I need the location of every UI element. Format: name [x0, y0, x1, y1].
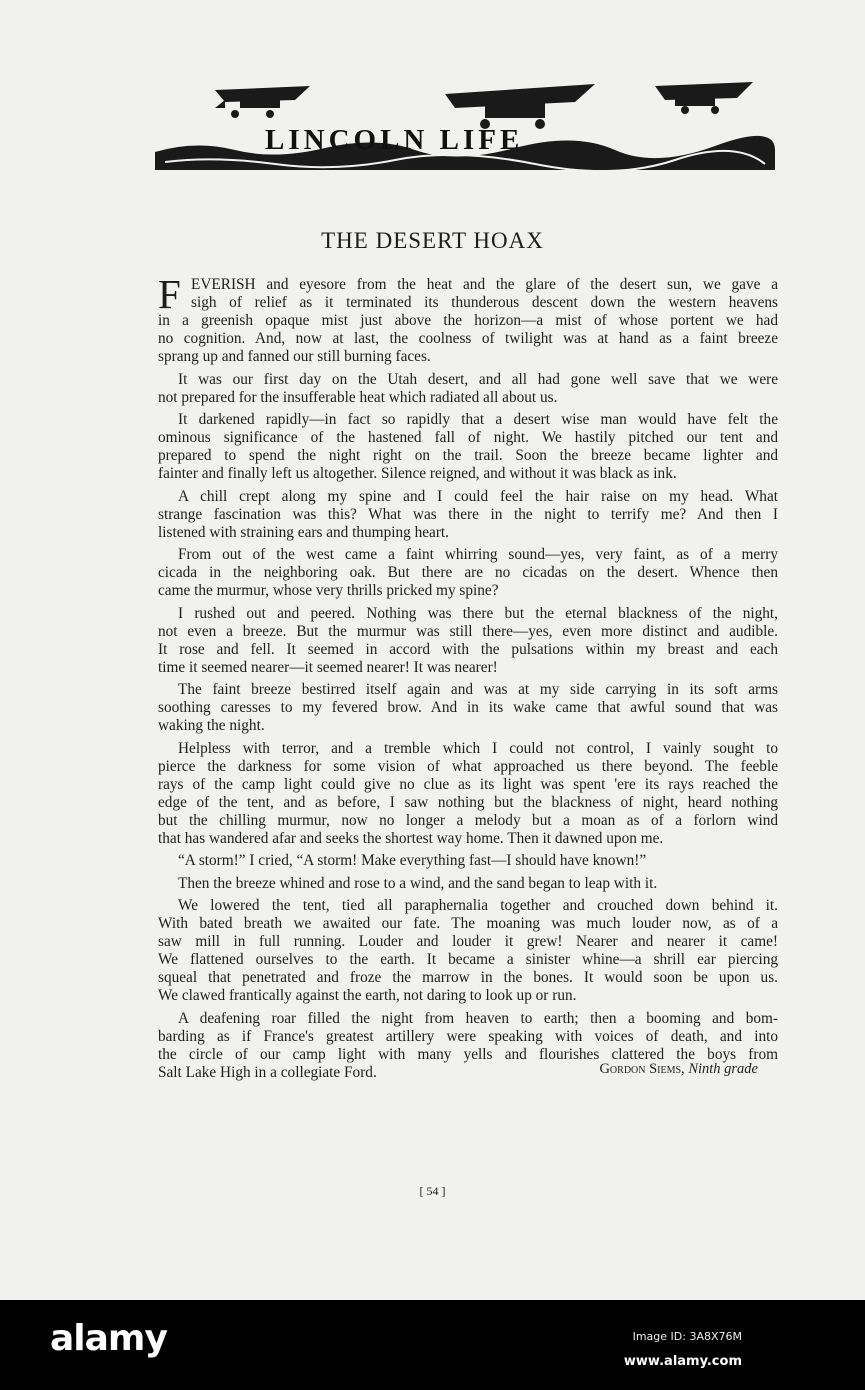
text-line: no cognition. And, now at last, the coolness of twilight was at hand as a faint breeze — [158, 330, 778, 347]
author-name: Gordon Siems, — [599, 1061, 685, 1077]
paragraph — [158, 681, 778, 735]
watermark-footer — [0, 1300, 865, 1390]
text-line: It darkened rapidly—in fact so rapidly that a desert wise man would have felt the — [178, 411, 778, 428]
byline — [599, 1061, 758, 1078]
text-line: The faint breeze bestirred itself again and was at my side carrying in its soft arms — [178, 681, 778, 698]
text-line: not prepared for the insufferable heat which radiated all about us. — [158, 388, 558, 406]
paragraph — [158, 852, 778, 870]
paragraph — [158, 897, 778, 1005]
text-line: listened with straining ears and thumping heart. — [158, 523, 449, 541]
text-line: From out of the west came a faint whirring sound—yes, very faint, as of a merry — [178, 546, 778, 563]
text-line: A chill crept along my spine and I could feel the hair raise on my head. What — [178, 487, 778, 505]
banner-title: LINCOLN LIFE — [265, 124, 524, 156]
text-line: barding as if France's greatest artillery were speaking with voices of death, and into — [158, 1027, 778, 1045]
text-line: fainter and finally left us altogether. Silence reigned, and without it was black as ink. — [158, 465, 677, 482]
image-id: Image ID: 3A8X76M — [632, 1330, 742, 1343]
paragraph — [158, 488, 778, 542]
text-line: sigh of relief as it terminated its thunderous descent down the western heavens — [191, 294, 778, 311]
text-line: I rushed out and peered. Nothing was there but the eternal blackness of the night, — [178, 604, 778, 622]
text-line: saw mill in full running. Louder and louder it grew! Nearer and nearer it came! — [158, 933, 778, 950]
airplane-icon — [445, 84, 595, 129]
page-number: [ 54 ] — [419, 1184, 446, 1198]
text-line: With bated breath we awaited our fate. The moaning was much louder now, as of a — [158, 915, 778, 932]
text-line: It rose and fell. It seemed in accord with the pulsations within my breast and each — [158, 640, 778, 658]
text-line: Salt Lake High in a collegiate Ford. — [158, 1063, 377, 1081]
text-line: time it seemed nearer—it seemed nearer! It was nearer! — [158, 658, 498, 676]
paragraph — [158, 740, 778, 848]
text-line: We lowered the tent, tied all paraphernalia together and crouched down behind it. — [178, 897, 778, 914]
paragraph — [158, 411, 778, 483]
text-line: the circle of our camp light with many yells and flourishes clattered the boys from — [158, 1045, 778, 1063]
text-line: but the chilling murmur, now no longer a melody but a moan as of a forlorn wind — [158, 811, 778, 829]
text-line: edge of the tent, and as before, I saw nothing but the blackness of night, heard nothing — [158, 793, 778, 811]
paragraph — [158, 546, 778, 600]
text-line: came the murmur, whose very thrills pricked my spine? — [158, 582, 499, 599]
text-line: sprang up and fanned our still burning faces. — [158, 348, 431, 365]
paragraph — [158, 875, 778, 893]
alamy-logo: alamy — [50, 1318, 167, 1359]
paragraph — [158, 271, 778, 366]
text-line: in a greenish opaque mist just above the horizon—a mist of whose portent we had — [158, 312, 778, 329]
site-url: www.alamy.com — [623, 1354, 742, 1369]
airplane-icon — [215, 86, 310, 118]
article-body — [158, 271, 778, 1086]
text-line: Then the breeze whined and rose to a wind, and the sand began to leap with it. — [178, 874, 658, 892]
drop-cap: F — [158, 271, 181, 317]
text-line: ominous significance of the hastened fall of night. We hastily pitched our tent and — [158, 429, 778, 446]
text-line: not even a breeze. But the murmur was still there—yes, even more distinct and audible. — [158, 622, 778, 640]
text-line: cicada in the neighboring oak. But there are no cicadas on the desert. Whence then — [158, 564, 778, 581]
text-line: pierce the darkness for some vision of what approached us there beyond. The feeble — [158, 757, 778, 775]
text-line: EVERISH and eyesore from the heat and the glare of the desert sun, we gave a — [191, 276, 778, 293]
text-line: soothing caresses to my fevered brow. And in its wake came that awful sound that was — [158, 699, 778, 716]
text-line: prepared to spend the night right on the trail. Soon the breeze became lighter and — [158, 447, 778, 464]
text-line: A deafening roar filled the night from heaven to earth; then a booming and bom- — [178, 1009, 778, 1027]
text-line: We clawed frantically against the earth, not daring to look up or run. — [158, 987, 577, 1004]
text-line: that has wandered afar and seeks the shortest way home. Then it dawned upon me. — [158, 829, 664, 847]
airplane-icon — [655, 82, 753, 114]
article-title: THE DESERT HOAX — [321, 228, 544, 253]
text-line: squeal that penetrated and froze the marrow in the bones. It would soon be upon us. — [158, 969, 778, 986]
paragraph — [158, 605, 778, 677]
author-grade: Ninth grade — [688, 1061, 758, 1077]
text-line: We flattened ourselves to the earth. It became a sinister whine—a shrill ear piercing — [158, 951, 778, 968]
text-line: rays of the camp light could give no clue as its light was spent 'ere its rays reached the — [158, 775, 778, 793]
text-line: Helpless with terror, and a tremble which I could not control, I vainly sought to — [178, 739, 778, 757]
text-line: “A storm!” I cried, “A storm! Make everything fast—I should have known!” — [178, 852, 647, 869]
paragraph — [158, 371, 778, 407]
text-line: waking the night. — [158, 717, 265, 734]
text-line: It was our first day on the Utah desert, and all had gone well save that we were — [178, 370, 778, 388]
text-line: strange fascination was this? What was there in the night to terrify me? And then I — [158, 505, 778, 523]
